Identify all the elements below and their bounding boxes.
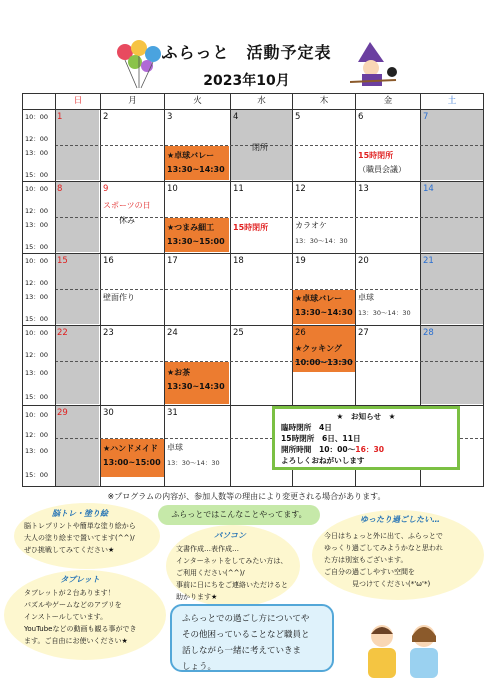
event-time: 13：30～14：30 [295, 237, 348, 245]
brain-title: 脳トレ・塗り絵 [52, 509, 108, 518]
day-number: 3 [167, 112, 173, 122]
event-table-tennis: 卓球 [358, 293, 374, 302]
day-number: 23 [103, 328, 114, 338]
event-time: 13：30～14：30 [358, 309, 411, 317]
relax-title: ゆったり過ごしたい… [360, 515, 440, 524]
weekday-fri: 金 [356, 94, 421, 109]
event-time: 13:00~15:00 [103, 458, 161, 467]
event-table-tennis-volley: ★卓球バレー [295, 294, 343, 303]
day-number: 1 [57, 112, 63, 122]
header-blank [23, 94, 56, 109]
weekday-sat: 土 [421, 94, 483, 109]
notice-line: 15時閉所 6日、11日 [281, 434, 361, 443]
day-number: 18 [233, 256, 244, 266]
consult-box: ふらっとでの過ごし方についてや その他困っていることなど職員と 話しながら一緒に考えていきま しょう。 [170, 604, 334, 672]
people-illustration [360, 618, 450, 680]
program-change-note: ※プログラムの内容が、参加人数等の理由により変更される場合があります。 [107, 492, 386, 501]
notice-line: 開所時間 10：00～16：30 [281, 445, 385, 454]
day-number: 2 [103, 112, 109, 122]
activities-banner: ふらっとではこんなことやってます。 [158, 505, 320, 525]
day-number: 26 [295, 328, 306, 338]
brain-text: 脳トレプリントや簡単な塗り絵から 大人の塗り絵まで置いてます(^^)/ ぜひ挑戦してみてください★ [24, 522, 136, 554]
day-number: 22 [57, 328, 68, 338]
day-number: 16 [103, 256, 114, 266]
event-time: 13:30~14:30 [295, 308, 353, 317]
day-number: 13 [358, 184, 369, 194]
weekday-sun: 日 [56, 94, 101, 109]
weekday-thu: 木 [293, 94, 356, 109]
notice-box [272, 406, 460, 470]
event-closed: 閉所 [252, 143, 268, 152]
time-column: 10：00 12：00 13：00 15：00 10：00 12：00 13：00 15：00 10：00 12：00 13：00 15：00 10：00 12：00 13：00 15：00 10：00 12：00 13：00 15：00 [23, 110, 56, 486]
day-number: 17 [167, 256, 178, 266]
event-time: 13:30~15:00 [167, 237, 225, 246]
day-number: 15 [57, 256, 68, 266]
page-title: ふらっと 活動予定表 [161, 43, 332, 62]
day-number: 28 [423, 328, 434, 338]
event-table-tennis-volley: ★卓球バレー [167, 151, 215, 160]
event-time: 13：30～14：30 [167, 459, 220, 467]
notice-title: ★ お知らせ ★ [336, 412, 396, 421]
day-number: 19 [295, 256, 306, 266]
gray-cell [55, 406, 99, 486]
month-title: 2023年10月 [203, 73, 290, 89]
pc-title: パソコン [214, 531, 246, 540]
weekday-wed: 水 [231, 94, 293, 109]
day-number: 9 [103, 184, 109, 194]
day-number: 31 [167, 408, 178, 418]
event-time: 13:30~14:30 [167, 382, 225, 391]
notice-line: 臨時閉所 4日 [281, 423, 332, 432]
day-number: 5 [295, 112, 301, 122]
pc-text: 文書作成…表作成… インターネットをしてみたい方は、 ご利用ください(^^)/ 事前に日にちをご連絡いただけると 助かります★ [176, 545, 288, 601]
day-number: 10 [167, 184, 178, 194]
day-number: 29 [57, 408, 68, 418]
event-time: 13:30~14:30 [167, 165, 225, 174]
holiday-rest: 休み [119, 216, 135, 225]
day-number: 25 [233, 328, 244, 338]
day-number: 7 [423, 112, 429, 122]
day-number: 27 [358, 328, 369, 338]
day-number: 12 [295, 184, 306, 194]
tablet-title: タブレット [60, 575, 100, 584]
day-number: 14 [423, 184, 434, 194]
event-tsumami-craft: ★つまみ細工 [167, 223, 215, 232]
day-number: 11 [233, 184, 244, 194]
holiday-sports-day: スポーツの日 [103, 201, 151, 210]
event-early-close: 15時閉所 [358, 151, 394, 160]
event-wall-decoration: 壁面作り [103, 293, 135, 302]
relax-text: 今日はちょっと外に出て、ふらっとで ゆっくり過ごしてみようかなと思われ た方は別室もございます。 ご自分の過ごしやすい空間を 見つけてください(*'ω'*) [324, 532, 443, 588]
day-number: 20 [358, 256, 369, 266]
notice-line: よろしくおねがいします [281, 456, 365, 465]
event-handmade: ★ハンドメイド [103, 444, 158, 453]
day-number: 4 [233, 112, 239, 122]
day-number: 24 [167, 328, 178, 338]
event-karaoke: カラオケ [295, 221, 327, 230]
weekday-tue: 火 [165, 94, 231, 109]
event-staff-meeting: （職員会議） [358, 165, 406, 174]
event-tea: ★お茶 [167, 368, 191, 377]
event-early-close: 15時閉所 [233, 223, 269, 232]
event-time: 10:00~13:30 [295, 358, 353, 367]
weekday-mon: 月 [101, 94, 165, 109]
day-number: 6 [358, 112, 364, 122]
day-number: 8 [57, 184, 63, 194]
day-number: 21 [423, 256, 434, 266]
day-number: 30 [103, 408, 114, 418]
event-table-tennis: 卓球 [167, 443, 183, 452]
tablet-text: タブレットが２台あります！ パズルやゲームなどのアプリを インストールしています。 YouTubeなどの動画も観る事ができ ます。ご自由にお使いください★ [24, 589, 137, 645]
event-cooking: ★クッキング [295, 344, 342, 353]
